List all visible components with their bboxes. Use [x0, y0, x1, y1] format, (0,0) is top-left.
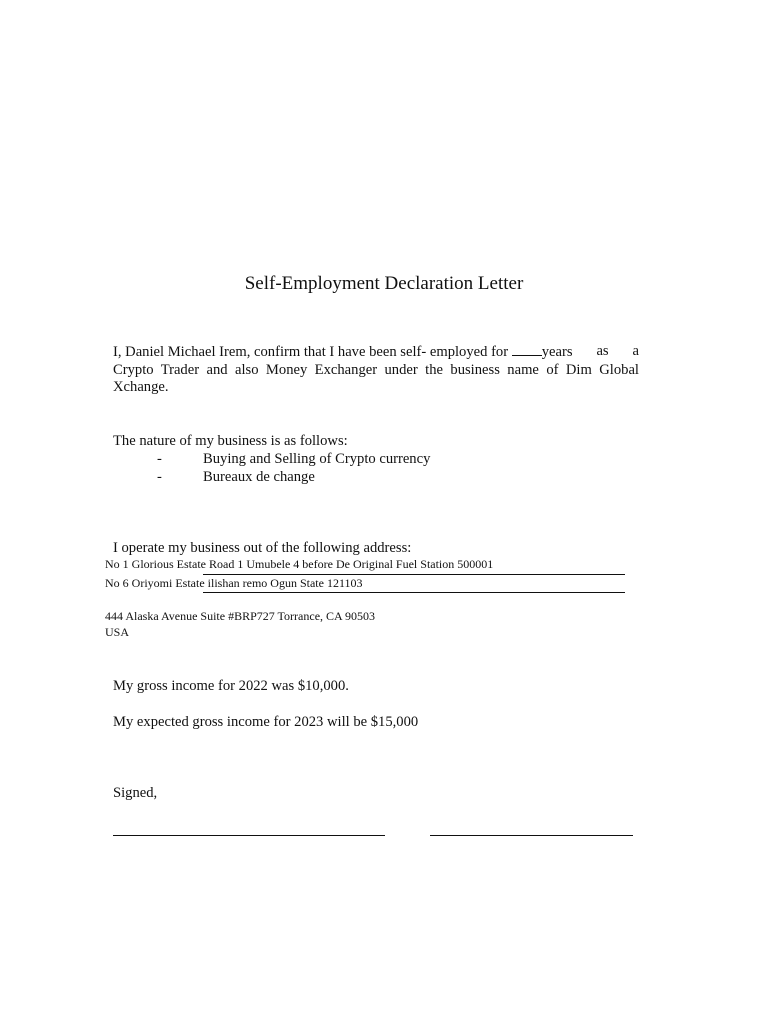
address-line-3: 444 Alaska Avenue Suite #BRP727 Torrance, CA 90503	[105, 609, 376, 623]
bullet-dash: -	[157, 469, 162, 485]
date-line	[430, 835, 633, 836]
declaration-rest: Crypto Trader and also Money Exchanger under the business name of Dim Global Xchange.	[113, 361, 639, 395]
list-item	[157, 450, 430, 468]
list-item-label: Buying and Selling of Crypto currency	[203, 451, 431, 467]
declaration-first-line	[113, 343, 639, 362]
address-line-1: No 1 Glorious Estate Road 1 Umubele 4 before De Original Fuel Station 500001	[105, 557, 494, 571]
bullet-dash: -	[157, 451, 162, 467]
address-line-2: No 6 Oriyomi Estate ilishan remo Ogun State 121103	[105, 576, 363, 590]
declaration-text-start	[113, 343, 573, 362]
income-2022: My gross income for 2022 was $10,000.	[113, 678, 349, 694]
signed-label: Signed,	[113, 785, 158, 801]
list-item	[157, 468, 315, 486]
income-2023: My expected gross income for 2023 will be $15,000	[113, 714, 419, 730]
years-blank	[512, 343, 542, 356]
document-title: Self-Employment Declaration Letter	[244, 273, 524, 294]
as-word: as	[596, 343, 609, 359]
address-underline-2	[203, 592, 625, 593]
address-underline-1	[203, 574, 625, 575]
declaration-lead: I, Daniel Michael Irem, confirm that I have been self- employed for	[113, 344, 512, 360]
signature-line	[113, 835, 385, 836]
years-word: years	[541, 344, 573, 360]
address-heading: I operate my business out of the following address:	[113, 540, 412, 556]
declaration-paragraph	[113, 343, 639, 397]
list-item-label: Bureaux de change	[203, 469, 315, 485]
nature-heading: The nature of my business is as follows:	[113, 433, 348, 449]
a-word: a	[632, 343, 639, 359]
address-line-4: USA	[105, 625, 130, 639]
